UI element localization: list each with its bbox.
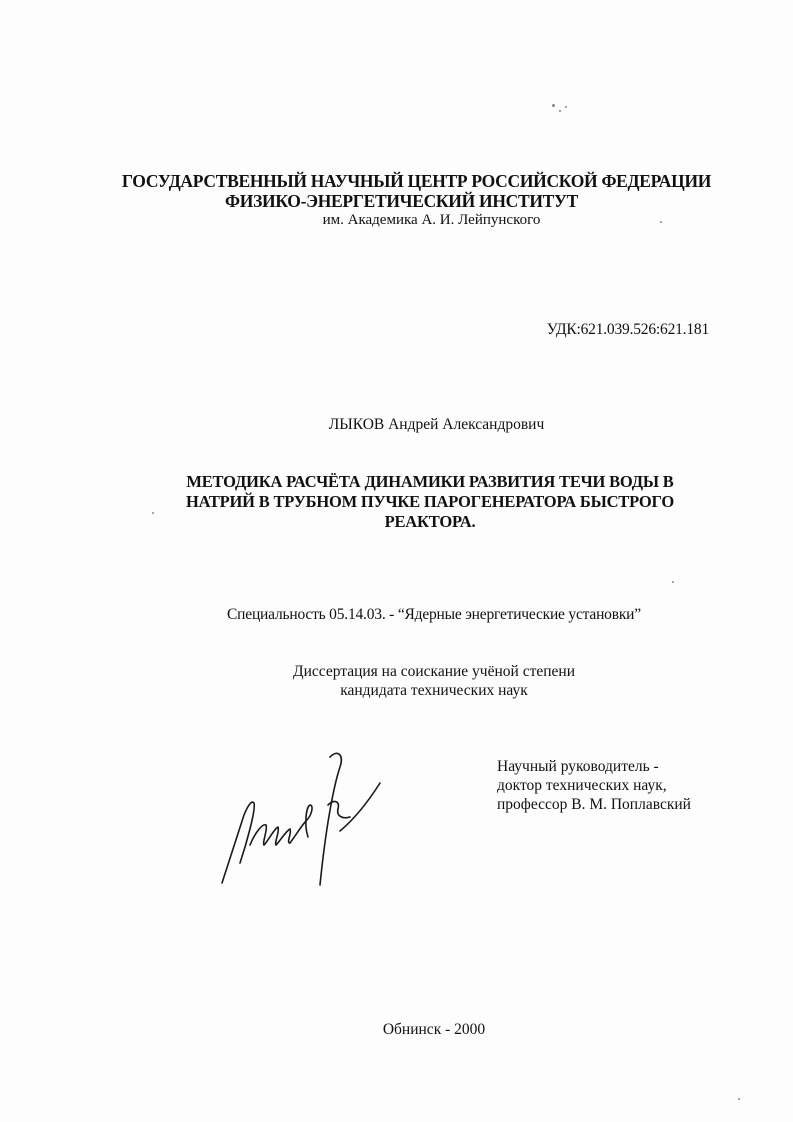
dissertation-degree xyxy=(0,662,793,700)
scan-speck xyxy=(660,221,662,223)
scan-speck xyxy=(152,512,154,514)
thesis-title-line-2: НАТРИЙ В ТРУБНОМ ПУЧКЕ ПАРОГЕНЕРАТОРА БЫСТРОГО xyxy=(185,492,675,511)
author-name: ЛЫКОВ Андрей Александрович xyxy=(328,416,545,433)
scan-speck xyxy=(552,104,555,107)
udc-code: УДК:621.039.526:621.181 xyxy=(546,321,709,338)
supervisor-block xyxy=(497,757,691,814)
scan-speck xyxy=(738,1098,740,1100)
dissertation-line-1: Диссертация на соискание учёной степени xyxy=(293,663,575,680)
scan-speck xyxy=(672,581,674,583)
scan-speck xyxy=(565,106,567,108)
handwritten-signature xyxy=(210,745,400,895)
supervisor-line-1: Научный руководитель - xyxy=(497,758,659,775)
scan-speck xyxy=(559,110,561,112)
city-year: Обнинск - 2000 xyxy=(382,1021,486,1038)
institution-line-1: ГОСУДАРСТВЕННЫЙ НАУЧНЫЙ ЦЕНТР РОССИЙСКОЙ ФЕДЕРАЦИИ xyxy=(121,171,712,191)
thesis-title-line-1: МЕТОДИКА РАСЧЁТА ДИНАМИКИ РАЗВИТИЯ ТЕЧИ ВОДЫ В xyxy=(186,472,674,491)
specialty: Специальность 05.14.03. - “Ядерные энергетические установки” xyxy=(227,606,641,623)
thesis-title xyxy=(160,472,700,532)
supervisor-line-3: профессор В. М. Поплавский xyxy=(497,796,691,813)
thesis-title-line-3: РЕАКТОРА. xyxy=(384,512,476,531)
institution-line-2: ФИЗИКО-ЭНЕРГЕТИЧЕСКИЙ ИНСТИТУТ xyxy=(225,191,578,211)
dissertation-line-2: кандидата технических наук xyxy=(340,682,528,699)
supervisor-line-2: доктор технических наук, xyxy=(497,777,667,794)
institution-line-3: им. Академика А. И. Лейпунского xyxy=(322,212,541,228)
